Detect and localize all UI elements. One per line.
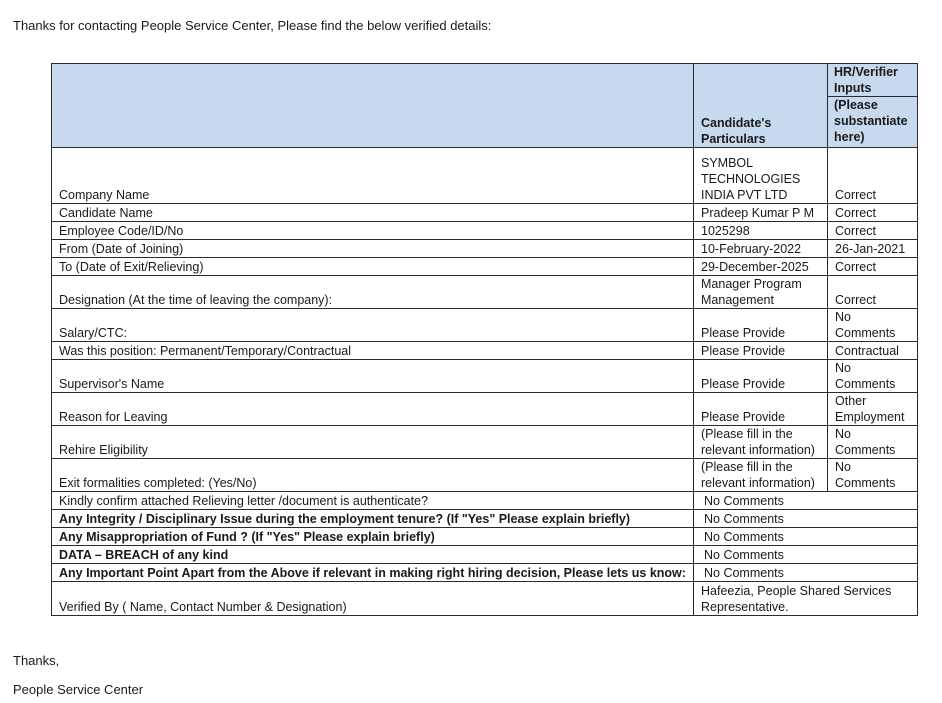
header-verifier-title: HR/Verifier Inputs — [828, 64, 917, 97]
row-value: 10-February-2022 — [694, 240, 828, 258]
row-label: DATA – BREACH of any kind — [52, 546, 694, 564]
row-label: Salary/CTC: — [52, 309, 694, 342]
header-blank-cell — [52, 64, 694, 148]
row-value: Please Provide — [694, 309, 828, 342]
row-value: 1025298 — [694, 222, 828, 240]
row-value: No Comments — [694, 564, 918, 582]
row-value: 29-December-2025 — [694, 258, 828, 276]
row-value: No Comments — [694, 510, 918, 528]
row-input: Correct — [828, 276, 918, 309]
row-label: Kindly confirm attached Relieving letter /document is authenticate? — [52, 492, 694, 510]
row-input: Contractual — [828, 342, 918, 360]
row-input: Correct — [828, 258, 918, 276]
header-verifier-inputs — [828, 64, 918, 148]
row-label: Any Misappropriation of Fund ? (If "Yes" Please explain briefly) — [52, 528, 694, 546]
row-value: No Comments — [694, 492, 918, 510]
row-label: From (Date of Joining) — [52, 240, 694, 258]
row-input: Correct — [828, 148, 918, 204]
verification-table — [51, 63, 918, 616]
row-value: Hafeezia, People Shared Services Representative. — [694, 582, 918, 616]
row-value: SYMBOL TECHNOLOGIES INDIA PVT LTD — [694, 148, 828, 204]
row-input: No Comments — [828, 426, 918, 459]
row-label: Candidate Name — [52, 204, 694, 222]
row-input: No Comments — [828, 309, 918, 342]
row-input: Correct — [828, 204, 918, 222]
row-label: Exit formalities completed: (Yes/No) — [52, 459, 694, 492]
row-label: Company Name — [52, 148, 694, 204]
row-value: Pradeep Kumar P M — [694, 204, 828, 222]
row-value: (Please fill in the relevant information) — [694, 426, 828, 459]
row-value: Please Provide — [694, 360, 828, 393]
row-label: Rehire Eligibility — [52, 426, 694, 459]
row-value: Manager Program Management — [694, 276, 828, 309]
row-label: Verified By ( Name, Contact Number & Designation) — [52, 582, 694, 616]
row-label: To (Date of Exit/Relieving) — [52, 258, 694, 276]
row-label: Supervisor's Name — [52, 360, 694, 393]
row-value: (Please fill in the relevant information) — [694, 459, 828, 492]
row-input: No Comments — [828, 360, 918, 393]
signoff-name: People Service Center — [13, 682, 144, 697]
closing-thanks: Thanks, — [13, 653, 60, 668]
row-input: No Comments — [828, 459, 918, 492]
row-value: No Comments — [694, 546, 918, 564]
row-label: Reason for Leaving — [52, 393, 694, 426]
header-candidate-particulars: Candidate's Particulars — [694, 64, 828, 148]
row-label: Any Important Point Apart from the Above if relevant in making right hiring decision, Please lets us know: — [52, 564, 694, 582]
header-verifier-note: (Please substantiate here) — [834, 98, 908, 144]
row-value: Please Provide — [694, 342, 828, 360]
row-value: Please Provide — [694, 393, 828, 426]
row-label: Was this position: Permanent/Temporary/Contractual — [52, 342, 694, 360]
row-value: No Comments — [694, 528, 918, 546]
intro-text: Thanks for contacting People Service Center, Please find the below verified details: — [13, 18, 492, 33]
row-label: Employee Code/ID/No — [52, 222, 694, 240]
row-label: Any Integrity / Disciplinary Issue during the employment tenure? (If "Yes" Please explain briefly) — [52, 510, 694, 528]
row-input: Correct — [828, 222, 918, 240]
row-input: 26-Jan-2021 — [828, 240, 918, 258]
row-label: Designation (At the time of leaving the company): — [52, 276, 694, 309]
row-input: Other Employment — [828, 393, 918, 426]
